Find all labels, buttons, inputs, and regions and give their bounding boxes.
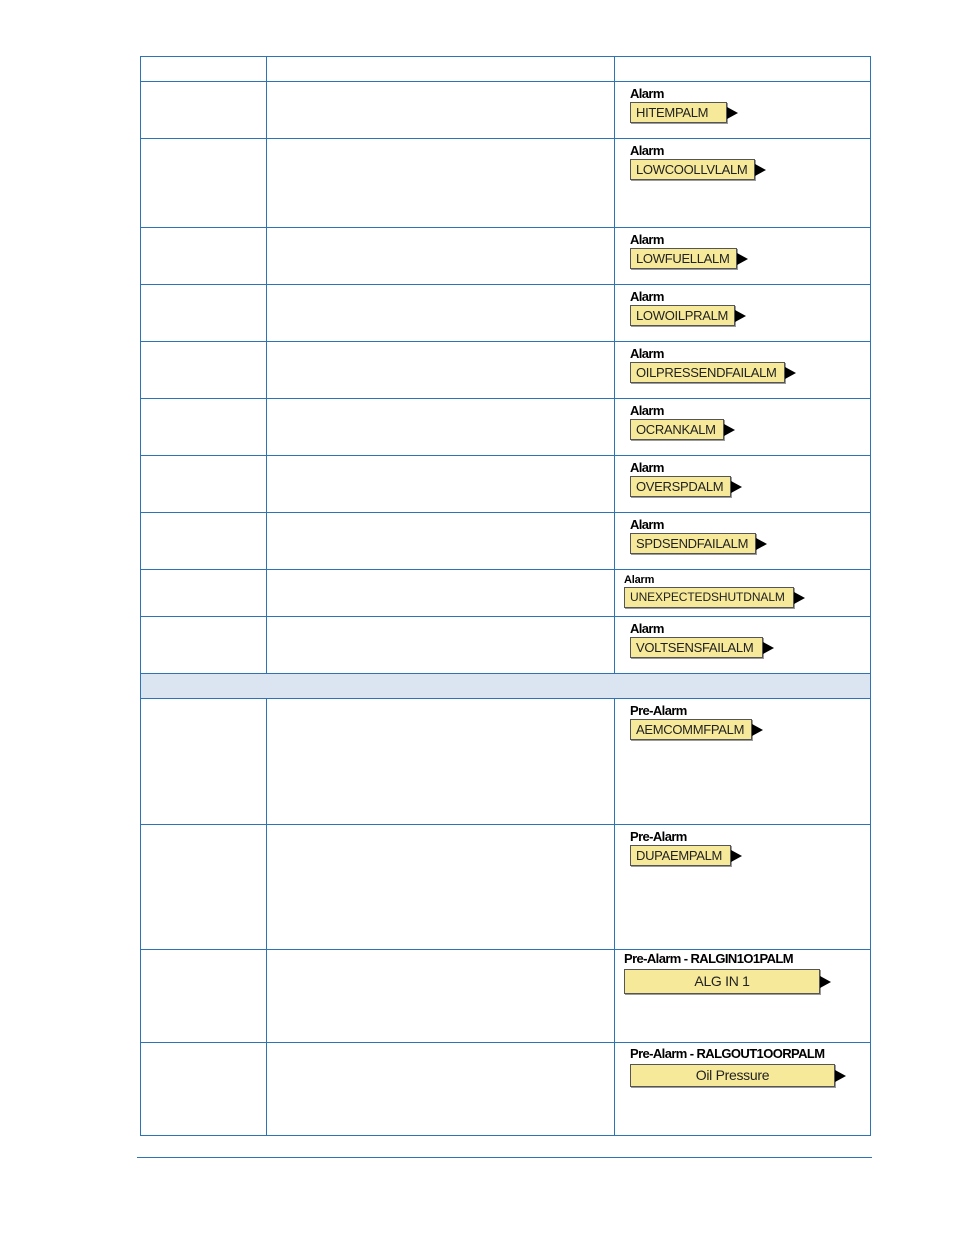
cell: [267, 699, 615, 825]
table-row: [141, 399, 871, 456]
cell: [141, 570, 267, 617]
cell: [141, 57, 267, 82]
logic-block-title: Alarm: [630, 517, 664, 532]
cell: [267, 228, 615, 285]
section-row: [141, 674, 871, 699]
logic-block-title: Alarm: [630, 460, 664, 475]
output-arrow-icon: [737, 253, 748, 265]
table-row: [141, 139, 871, 228]
logic-block: [630, 347, 796, 383]
logic-block-cell: [615, 1043, 871, 1136]
logic-block-title: Alarm: [630, 143, 664, 158]
logic-block: [630, 518, 767, 554]
logic-block-cell: [615, 570, 871, 617]
logic-block-title: Alarm: [630, 346, 664, 361]
logic-block-table: [140, 56, 871, 1136]
logic-block: [630, 290, 746, 326]
logic-block-label: LOWCOOLLVLALM: [630, 159, 755, 180]
logic-block-cell: [615, 399, 871, 456]
logic-block-label: VOLTSENSFAILALM: [630, 637, 763, 658]
output-arrow-icon: [835, 1070, 846, 1082]
logic-block: [630, 87, 738, 123]
logic-block-label: SPDSENDFAILALM: [630, 533, 756, 554]
table-row: [141, 228, 871, 285]
logic-block-title: Alarm: [624, 574, 655, 586]
section-cell: [141, 674, 871, 699]
cell: [141, 456, 267, 513]
table-row: [141, 82, 871, 139]
cell: [267, 950, 615, 1043]
logic-block-label: DUPAEMPALM: [630, 845, 731, 866]
cell: [267, 57, 615, 82]
table-row: [141, 699, 871, 825]
logic-block-title: Pre-Alarm - RALGOUT1OORPALM: [630, 1046, 825, 1061]
logic-block-cell: [615, 699, 871, 825]
table-row: [141, 342, 871, 399]
cell: [267, 399, 615, 456]
output-arrow-icon: [794, 592, 805, 604]
logic-block-title: Alarm: [630, 86, 664, 101]
logic-block: [624, 952, 831, 994]
logic-block-title: Alarm: [630, 232, 664, 247]
logic-block: [630, 461, 742, 497]
cell: [141, 950, 267, 1043]
logic-block-cell: [615, 825, 871, 950]
logic-block-label: Oil Pressure: [630, 1064, 835, 1087]
cell: [141, 399, 267, 456]
logic-block-cell: [615, 228, 871, 285]
logic-block-label: OCRANKALM: [630, 419, 724, 440]
cell: [141, 617, 267, 674]
logic-block: [630, 233, 748, 269]
logic-block-label: LOWOILPRALM: [630, 305, 735, 326]
cell: [267, 456, 615, 513]
logic-block: [630, 622, 774, 658]
logic-block-cell: [615, 950, 871, 1043]
logic-block: [630, 404, 735, 440]
logic-block-cell: [615, 342, 871, 399]
logic-block-label: ALG IN 1: [624, 969, 820, 994]
cell: [615, 57, 871, 82]
logic-block-label: OVERSPDALM: [630, 476, 731, 497]
output-arrow-icon: [763, 642, 774, 654]
cell: [141, 139, 267, 228]
output-arrow-icon: [756, 538, 767, 550]
table-row: [141, 617, 871, 674]
cell: [267, 285, 615, 342]
cell: [141, 699, 267, 825]
logic-block: [624, 574, 805, 608]
cell: [267, 570, 615, 617]
table-row: [141, 1043, 871, 1136]
table-row: [141, 825, 871, 950]
cell: [267, 342, 615, 399]
logic-block-title: Pre-Alarm: [630, 703, 687, 718]
cell: [141, 513, 267, 570]
logic-block-label: LOWFUELLALM: [630, 248, 737, 269]
output-arrow-icon: [785, 367, 796, 379]
logic-block-cell: [615, 617, 871, 674]
cell: [267, 617, 615, 674]
logic-block-title: Alarm: [630, 289, 664, 304]
output-arrow-icon: [735, 310, 746, 322]
cell: [141, 825, 267, 950]
logic-block-cell: [615, 285, 871, 342]
logic-block-label: UNEXPECTEDSHUTDNALM: [624, 587, 794, 608]
cell: [141, 342, 267, 399]
output-arrow-icon: [724, 424, 735, 436]
logic-block-label: OILPRESSENDFAILALM: [630, 362, 785, 383]
footer-divider: [137, 1157, 872, 1158]
logic-block-title: Alarm: [630, 403, 664, 418]
cell: [141, 82, 267, 139]
cell: [267, 1043, 615, 1136]
logic-block: [630, 1047, 846, 1087]
logic-block-label: HITEMPALM: [630, 102, 727, 123]
table-row: [141, 456, 871, 513]
output-arrow-icon: [727, 107, 738, 119]
logic-block-cell: [615, 139, 871, 228]
table-row: [141, 513, 871, 570]
cell: [141, 228, 267, 285]
logic-block-cell: [615, 456, 871, 513]
table-row: [141, 570, 871, 617]
logic-block-cell: [615, 513, 871, 570]
header-row: [141, 57, 871, 82]
logic-block-cell: [615, 82, 871, 139]
logic-block: [630, 144, 766, 180]
logic-block-title: Pre-Alarm: [630, 829, 687, 844]
output-arrow-icon: [752, 724, 763, 736]
cell: [267, 825, 615, 950]
output-arrow-icon: [731, 481, 742, 493]
cell: [267, 82, 615, 139]
cell: [267, 139, 615, 228]
output-arrow-icon: [755, 164, 766, 176]
table-row: [141, 950, 871, 1043]
logic-block: [630, 704, 763, 740]
cell: [141, 1043, 267, 1136]
logic-block-title: Alarm: [630, 621, 664, 636]
logic-block: [630, 830, 742, 866]
cell: [141, 285, 267, 342]
output-arrow-icon: [731, 850, 742, 862]
logic-block-title: Pre-Alarm - RALGIN1O1PALM: [624, 951, 793, 966]
cell: [267, 513, 615, 570]
table-row: [141, 285, 871, 342]
logic-block-label: AEMCOMMFPALM: [630, 719, 752, 740]
output-arrow-icon: [820, 976, 831, 988]
